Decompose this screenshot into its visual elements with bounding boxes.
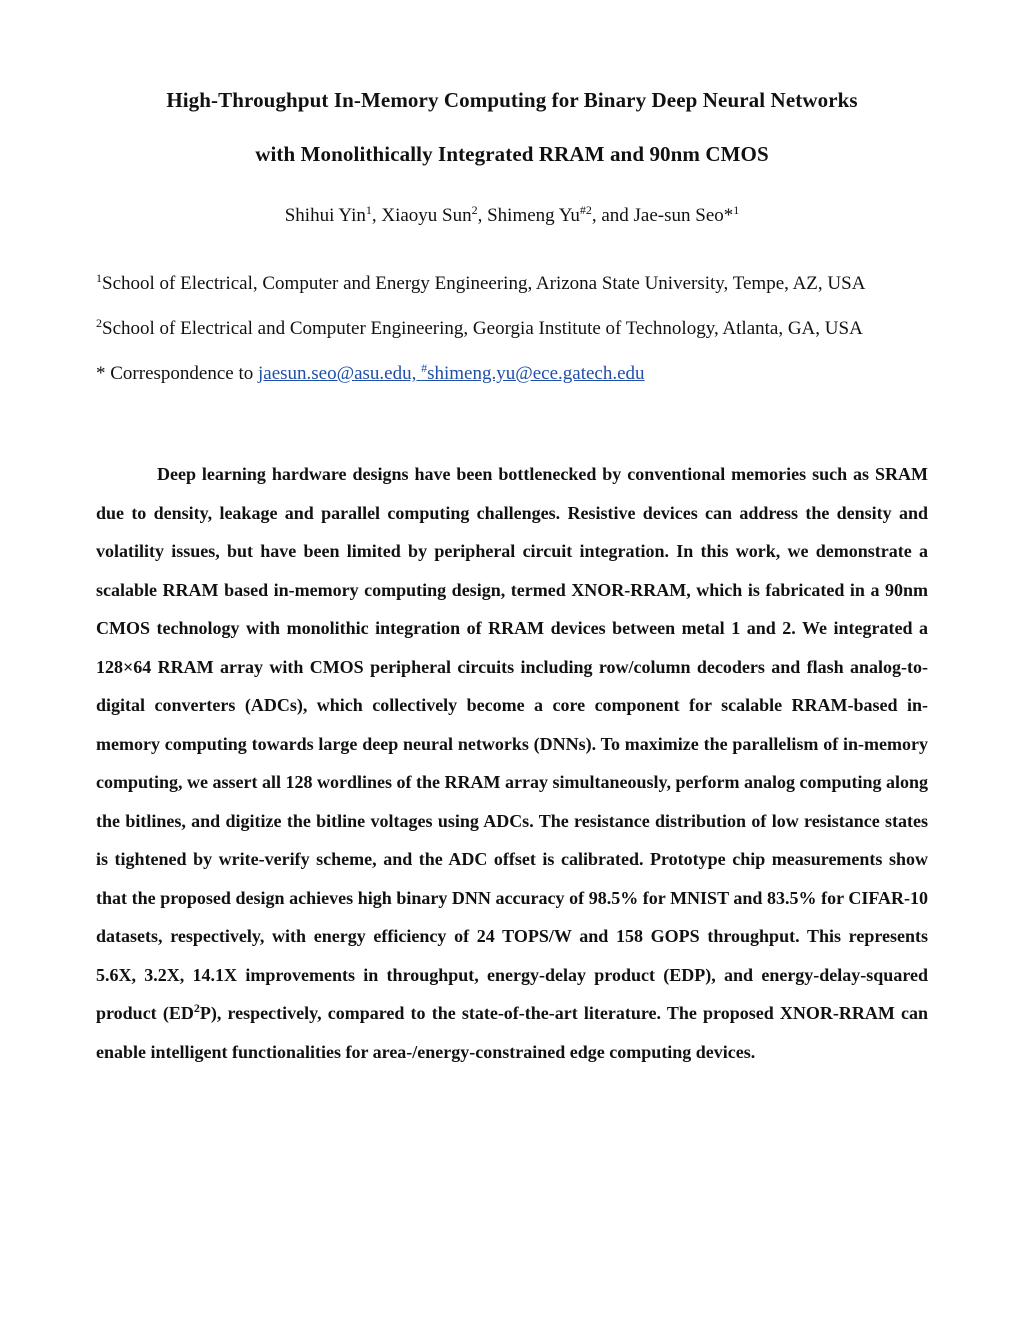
abstract-text-2: P), respectively, compared to the state-of-the-art literature. The proposed XNOR-RRAM can enable intelligent functionalities for area-/energy-constrained edge computing devices. [96,1003,928,1062]
author-affiliation-mark: 2 [471,203,478,217]
email-text: shimeng.yu@ece.gatech.edu [427,363,645,384]
author-list [60,205,964,227]
affiliation-mark: 2 [96,316,102,330]
author-name: Shihui Yin [284,205,366,226]
author-separator: , [371,205,382,226]
affiliation-text: School of Electrical and Computer Engineering, Georgia Institute of Technology, Atlanta, GA, USA [102,318,863,339]
title-line-2: with Monolithically Integrated RRAM and 90nm CMOS [255,142,769,166]
abstract-text-1: Deep learning hardware designs have been bottlenecked by conventional memories such as SRAM due to density, leakage and parallel computing challenges. Resistive devices can address the density and volatility issues, but have been limited by peripheral circuit integration. In this work, we demonstrate a scalable RRAM based in-memory computing design, termed XNOR-RRAM, which is fabricated in a 90nm CMOS technology with monolithic integration of RRAM devices between metal 1 and 2. We integrated a 128×64 RRAM array with CMOS peripheral circuits including row/column decoders and flash analog-to-digital converters (ADCs), which collectively become a core component for scalable RRAM-based in-memory computing towards large deep neural networks (DNNs). To maximize the parallelism of in-memory computing, we assert all 128 wordlines of the RRAM array simultaneously, perform analog computing along the bitlines, and digitize the bitline voltages using ADCs. The resistance distribution of low resistance states is tightened by write-verify scheme, and the ADC offset is calibrated. Prototype chip measurements show that the proposed design achieves high binary DNN accuracy of 98.5% for MNIST and 83.5% for CIFAR-10 datasets, respectively, with energy efficiency of 24 TOPS/W and 158 GOPS throughput. This represents 5.6X, 3.2X, 14.1X improvements in throughput, energy-delay product (EDP), and energy-delay-squared product (ED [96,464,928,1023]
author-name: Jae-sun Seo* [633,205,734,226]
author-separator: , [477,205,488,226]
email-link-yu[interactable] [421,363,644,384]
author-name: Xiaoyu Sun [381,205,472,226]
affiliation-2 [96,318,936,340]
author-affiliation-mark: 1 [733,203,740,217]
abstract-superscript: 2 [193,1001,200,1015]
email-mark: # [421,361,428,375]
abstract [96,455,928,1071]
affiliation-mark: 1 [96,271,102,285]
affiliation-text: School of Electrical, Computer and Energy Engineering, Arizona State University, Tempe, AZ, USA [102,273,866,294]
correspondence [96,363,936,385]
author-name: Shimeng Yu [487,205,580,226]
author-affiliation-mark: #2 [579,203,592,217]
author-separator: , and [591,205,634,226]
author-affiliation-mark: 1 [365,203,372,217]
affiliation-1 [96,273,936,295]
title-line-1: High-Throughput In-Memory Computing for Binary Deep Neural Networks [166,88,858,112]
email-link-seo[interactable]: jaesun.seo@asu.edu, [257,363,422,384]
correspondence-prefix: * Correspondence to [96,363,258,384]
